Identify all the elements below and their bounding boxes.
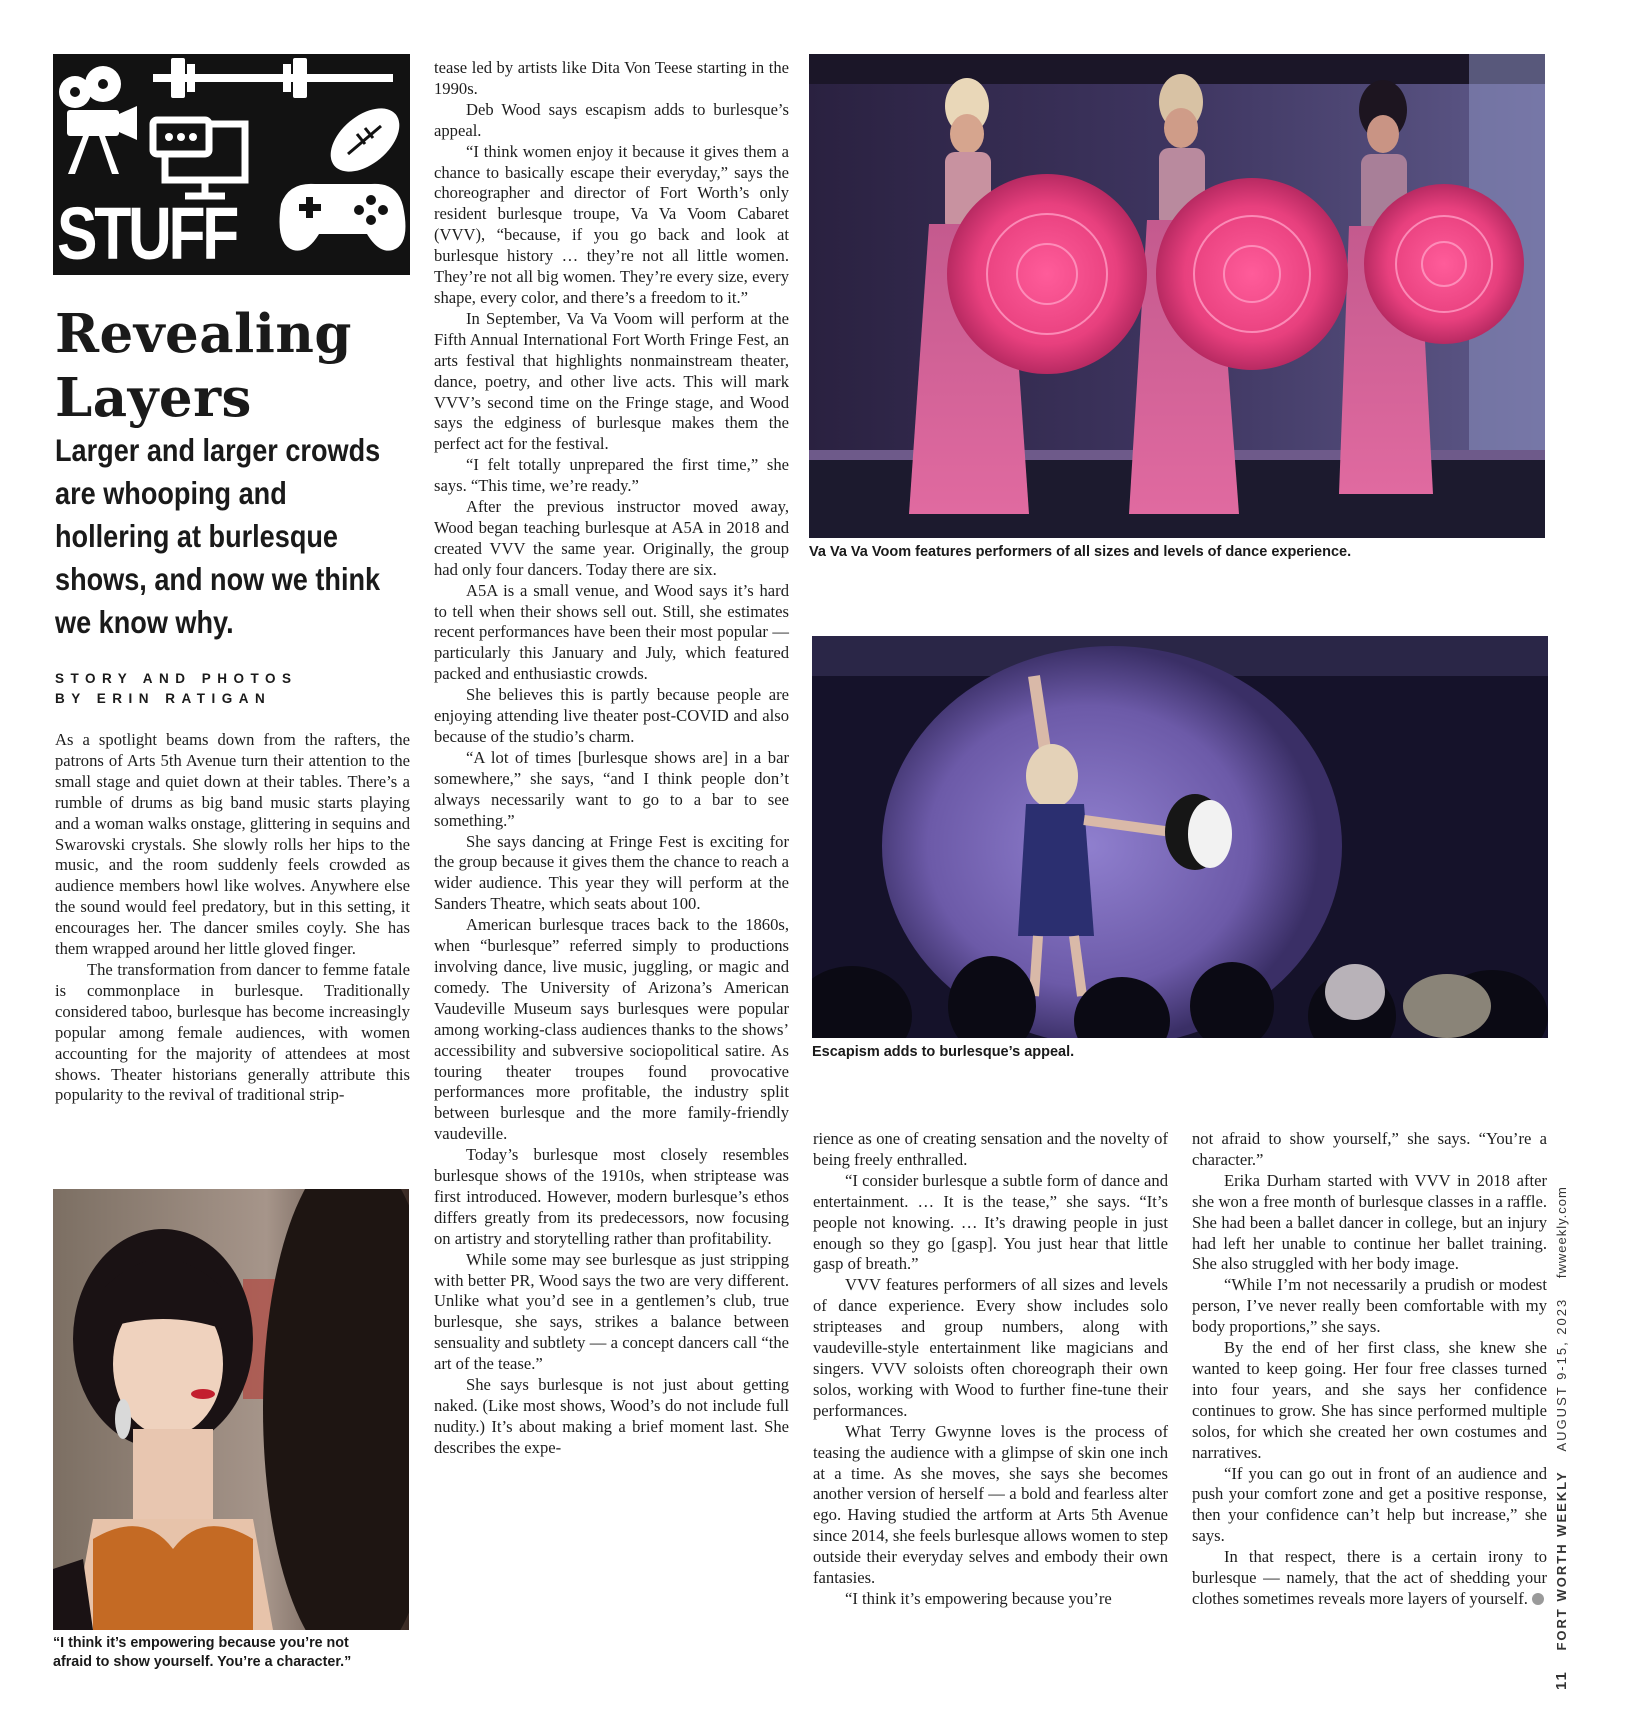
headline [55, 302, 352, 430]
paragraph: As a spotlight beams down from the rafters, the patrons of Arts 5th Avenue turn their attention to the small stage and quiet down at their tables. There’s a rumble of drums as big band music starts playing and a woman walks onstage, glittering in sequins and Swarovski crystals. She slowly rolls her hips to the music, and the room suddenly feels crowded as audience members howl like wolves. Anywhere else the sound would feel predatory, but in this setting, it encourages her. The dancer smiles coyly. She has them wrapped around her little gloved finger. [55, 730, 410, 959]
paragraph: She says burlesque is not just about getting naked. (Like most shows, Wood’s do not include full nudity.) It’s about making a brief moment last. She describes the expe- [434, 1375, 789, 1457]
caption-line: “I think it’s empowering because you’re not [53, 1635, 349, 1651]
paragraph: In September, Va Va Voom will perform at the Fifth Annual International Fort Worth Fringe Fest, an arts festival that highlights nonmainstream theater, dance, poetry, and other live acts. This will mark VVV’s second time on the Fringe stage, and Wood says the edginess of burlesque makes them the perfect act for the festival. [434, 308, 789, 454]
paragraph: tease led by artists like Dita Von Teese starting in the 1990s. [434, 58, 789, 98]
paragraph: By the end of her first class, she knew she wanted to keep going. Her four free classes turned into four years, and she says her confidence continues to grow. She has since performed multiple solos, for which she created her own costumes and narratives. [1192, 1338, 1547, 1462]
dek-line: shows, and now we think [55, 561, 381, 597]
paragraph: “I felt totally unprepared the first time,” she says. “This time, we’re ready.” [434, 455, 789, 496]
paragraph: “I think it’s empowering because you’re [845, 1588, 1112, 1608]
paragraph: She believes this is partly because people are enjoying attending live theater post-COVID and also because of the studio’s charm. [434, 685, 789, 746]
paragraph: While some may see burlesque as just stripping with better PR, Wood says the two are very different. Unlike what you’d see in a gentlemen’s club, true burlesque, she says, strikes a balance between sensuality and subtlety — a concept dancers call “the art of the tease.” [434, 1249, 789, 1374]
photo-spotlight-dancer [812, 636, 1548, 1038]
photo-portrait [53, 1189, 409, 1630]
byline-line: BY ERIN RATIGAN [55, 691, 272, 706]
barbell-icon [153, 58, 393, 98]
caption-line: afraid to show yourself. You’re a character.” [53, 1654, 352, 1670]
paragraph [1192, 1547, 1547, 1610]
dek-line: hollering at burlesque [55, 518, 338, 554]
football-icon [319, 96, 410, 184]
paragraph: not afraid to show yourself,” she says. “You’re a character.” [1192, 1129, 1547, 1169]
photo-dancers-umbrellas [809, 54, 1545, 538]
caption-photo-left [53, 1634, 413, 1672]
paragraph: “If you can go out in front of an audience and push your comfort zone and get a positive response, then your confidence can’t help but increase,” she says. [1192, 1463, 1547, 1546]
paragraph: The transformation from dancer to femme fatale is commonplace in burlesque. Traditionally considered taboo, burlesque has become increasingly popular among female audiences, with women accounting for the majority of attendees at most shows. Theater historians generally attribute this popularity to the revival of traditional strip- [55, 959, 410, 1105]
issue-date: AUGUST 9-15, 2023 [1554, 1297, 1569, 1452]
page-number: 11 [1553, 1670, 1570, 1690]
headline-line: Revealing [55, 303, 352, 365]
paragraph: Today’s burlesque most closely resembles burlesque shows of the 1910s, when striptease was first introduced. However, modern burlesque’s ethos differs greatly from its predecessors, now focusing on artistry and storytelling rather than profitability. [434, 1145, 789, 1248]
paragraph: Erika Durham started with VVV in 2018 after she won a free month of burlesque classes in a raffle. She had been a ballet dancer in college, but an injury had left her unable to continue her ballet training. She also struggled with her body image. [1192, 1170, 1547, 1274]
paragraph: rience as one of creating sensation and the novelty of being freely enthralled. [813, 1129, 1168, 1169]
publication-name: FORT WORTH WEEKLY [1554, 1470, 1569, 1651]
section-logo-word: STUFF [57, 192, 237, 275]
dek-line: Larger and larger crowds [55, 432, 381, 468]
computer-chat-icon [153, 120, 245, 196]
paragraph: “A lot of times [burlesque shows are] in a bar somewhere,” she says, “and I think people don’t always necessarily want to go to a bar to see something.” [434, 747, 789, 830]
paragraph-text: In that respect, there is a certain irony to burlesque — namely, that the act of shedding your clothes sometimes reveals more layers of yourself. [1192, 1547, 1547, 1608]
dek-line: we know why. [55, 604, 234, 640]
byline-line: STORY AND PHOTOS [55, 671, 298, 686]
paragraph: She says dancing at Fringe Fest is exciting for the group because it gives them the chance to reach a wider audience. This year they will perform at the Sanders Theatre, which seats about 100. [434, 831, 789, 914]
chat-dots-icon [165, 133, 197, 141]
paragraph: After the previous instructor moved away, Wood began teaching burlesque at A5A in 2018 and created VVV the same year. Originally, the group had only four dancers. Today there are six. [434, 497, 789, 579]
end-mark-icon [1532, 1593, 1544, 1605]
photo-dancers-umbrellas-illustration [809, 54, 1545, 538]
paragraph: What Terry Gwynne loves is the process of teasing the audience with a glimpse of skin one inch at a time. As she moves, she says she becomes another version of herself — a bold and fearless alter ego. Having studied the artform at Arts 5th Avenue since 2014, she feels burlesque allows women to step outside their everyday selves and embody their own fantasies. [813, 1421, 1168, 1588]
paragraph: “While I’m not necessarily a prudish or modest person, I’ve never really been comfortable with my body proportions,” she says. [1192, 1275, 1547, 1337]
website: fwweekly.com [1554, 1186, 1569, 1279]
article-column-3 [813, 1129, 1168, 1610]
paragraph: VVV features performers of all sizes and levels of dance experience. Every show includes solo stripteases and group numbers, along with vaudeville-style entertainment like magicians and singers. VVV soloists often choreograph their own solos, working with Wood to further fine-tune their performances. [813, 1275, 1168, 1420]
film-camera-icon [59, 66, 137, 174]
caption-photo-middle: Escapism adds to burlesque’s appeal. [812, 1044, 1075, 1060]
article-column-2 [434, 58, 789, 1459]
page-folio [1553, 1186, 1570, 1690]
dek-line: are whooping and [55, 475, 287, 511]
paragraph: American burlesque traces back to the 1860s, when “burlesque” referred simply to productions involving dance, live music, juggling, or magic and comedy. The University of Arizona’s American Vaudeville Museum says burlesques were popular among working-class audiences thanks to the shows’ accessibility and subversive sociopolitical satire. As touring theater troupes found provocative performances more profitable, the industry split between burlesque and the more family-friendly vaudeville. [434, 915, 789, 1144]
photo-portrait-illustration [53, 1189, 409, 1630]
section-logo [53, 54, 410, 275]
dek [55, 429, 416, 644]
photo-spotlight-dancer-illustration [812, 636, 1548, 1038]
game-controller-icon [280, 184, 406, 251]
article-column-1 [55, 730, 410, 1106]
paragraph: Deb Wood says escapism adds to burlesque’s appeal. [434, 99, 789, 140]
article-column-4 [1192, 1129, 1547, 1610]
headline-line: Layers [55, 367, 252, 429]
caption-photo-top: Va Va Va Voom features performers of all sizes and levels of dance experience. [809, 544, 1352, 560]
paragraph: A5A is a small venue, and Wood says it’s hard to tell when their shows sell out. Still, she estimates recent performances have been their most popular — particularly this January and July, which featured packed and enthusiastic crowds. [434, 580, 789, 684]
byline [55, 669, 298, 709]
paragraph: “I think women enjoy it because it gives them a chance to basically escape their everyday,” says the choreographer and director of Fort Worth’s only resident burlesque troupe, Va Va Voom Cabaret (VVV), “because, if you go back and look at burlesque history … they’re not all little women. They’re not all big women. They’re every size, every shape, every color, and there’s a freedom to it.” [434, 141, 789, 307]
paragraph: “I consider burlesque a subtle form of dance and entertainment. … It is the tease,” she says. “It’s people not knowing. … It’s drawing people in just enough so they go [gasp]. You just hear that little gasp of breath.” [813, 1170, 1168, 1274]
